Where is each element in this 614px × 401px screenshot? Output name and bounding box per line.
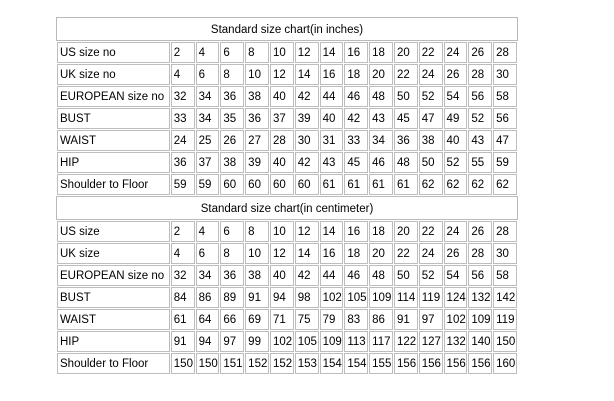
table-cell: 38 [245, 86, 269, 107]
table-cell: 38 [419, 130, 443, 151]
row-label: HIP [57, 331, 170, 352]
table-cell: 22 [394, 243, 418, 264]
table-cell: 32 [171, 86, 195, 107]
table-cell: 50 [394, 86, 418, 107]
table-cell: 34 [196, 86, 220, 107]
table-cell: 102 [270, 331, 294, 352]
table-cell: 26 [468, 221, 492, 242]
table-cell: 30 [493, 243, 517, 264]
table-row [57, 42, 517, 63]
table-cell: 91 [245, 287, 269, 308]
table-cell: 46 [344, 86, 368, 107]
table-cell: 38 [245, 265, 269, 286]
table-cell: 12 [295, 42, 319, 63]
table-cell: 37 [196, 152, 220, 173]
table-cell: 153 [295, 353, 319, 374]
table-cell: 28 [468, 64, 492, 85]
table-cell: 48 [394, 152, 418, 173]
table-cell: 4 [196, 42, 220, 63]
table-cell: 52 [419, 86, 443, 107]
table-cell: 44 [320, 265, 344, 286]
row-label: HIP [57, 152, 170, 173]
table-cell: 61 [344, 174, 368, 195]
table-cell: 117 [369, 331, 393, 352]
table-cell: 154 [344, 353, 368, 374]
table-cell: 34 [196, 108, 220, 129]
table-cell: 42 [295, 86, 319, 107]
table-cell: 151 [220, 353, 244, 374]
table-cell: 14 [320, 42, 344, 63]
table-row [57, 64, 517, 85]
table-cell: 79 [320, 309, 344, 330]
table-cell: 42 [295, 152, 319, 173]
table-cell: 33 [171, 108, 195, 129]
table-cell: 91 [171, 331, 195, 352]
table-cell: 42 [295, 265, 319, 286]
table-cell: 156 [444, 353, 468, 374]
inches-size-table [56, 41, 518, 196]
table-row [57, 86, 517, 107]
table-cell: 46 [369, 152, 393, 173]
table-cell: 97 [220, 331, 244, 352]
table-cell: 8 [220, 243, 244, 264]
table-cell: 55 [468, 152, 492, 173]
table-cell: 109 [468, 309, 492, 330]
table-cell: 28 [493, 221, 517, 242]
table-cell: 89 [220, 287, 244, 308]
table-cell: 47 [419, 108, 443, 129]
table-cell: 43 [468, 130, 492, 151]
table-cell: 4 [171, 64, 195, 85]
table-cell: 14 [320, 221, 344, 242]
table-cell: 28 [493, 42, 517, 63]
table-cell: 8 [220, 64, 244, 85]
row-label: BUST [57, 287, 170, 308]
size-chart [56, 17, 518, 391]
table-cell: 69 [245, 309, 269, 330]
table-cell: 12 [295, 221, 319, 242]
table-cell: 119 [419, 287, 443, 308]
table-cell: 22 [394, 64, 418, 85]
table-cell: 156 [419, 353, 443, 374]
table-cell: 48 [369, 265, 393, 286]
table-cell: 40 [270, 265, 294, 286]
table-cell: 22 [419, 221, 443, 242]
table-cell: 40 [270, 152, 294, 173]
table-cell: 62 [468, 174, 492, 195]
table-cell: 28 [270, 130, 294, 151]
table-cell: 4 [196, 221, 220, 242]
table-cell: 150 [493, 331, 517, 352]
table-cell: 61 [394, 174, 418, 195]
table-cell: 42 [344, 108, 368, 129]
table-cell: 32 [171, 265, 195, 286]
table-cell: 24 [419, 243, 443, 264]
centimeter-size-table [56, 220, 518, 375]
table-cell: 46 [344, 265, 368, 286]
table-cell: 150 [196, 353, 220, 374]
table-cell: 24 [171, 130, 195, 151]
table-cell: 44 [320, 86, 344, 107]
table-cell: 91 [394, 309, 418, 330]
row-label: UK size no [57, 64, 170, 85]
table-cell: 28 [468, 243, 492, 264]
table-row [57, 243, 517, 264]
table-cell: 10 [245, 243, 269, 264]
table-row [57, 309, 517, 330]
table-row [57, 353, 517, 374]
table-cell: 18 [344, 64, 368, 85]
table-cell: 155 [369, 353, 393, 374]
table-cell: 83 [344, 309, 368, 330]
table-cell: 52 [444, 152, 468, 173]
table-cell: 26 [444, 243, 468, 264]
table-cell: 62 [493, 174, 517, 195]
row-label: BUST [57, 108, 170, 129]
table-row [57, 108, 517, 129]
table-cell: 58 [493, 265, 517, 286]
table-cell: 97 [419, 309, 443, 330]
table-cell: 16 [320, 64, 344, 85]
table-cell: 56 [468, 265, 492, 286]
table-cell: 30 [493, 64, 517, 85]
table-cell: 52 [419, 265, 443, 286]
table-cell: 102 [320, 287, 344, 308]
table-cell: 160 [493, 353, 517, 374]
table-cell: 109 [369, 287, 393, 308]
table-cell: 36 [220, 86, 244, 107]
table-cell: 24 [444, 42, 468, 63]
table-cell: 16 [344, 221, 368, 242]
table-cell: 61 [171, 309, 195, 330]
table-cell: 59 [171, 174, 195, 195]
table-cell: 20 [394, 221, 418, 242]
table-cell: 39 [295, 108, 319, 129]
table-row [57, 174, 517, 195]
table-cell: 86 [196, 287, 220, 308]
table-cell: 156 [394, 353, 418, 374]
table-row [57, 152, 517, 173]
table-cell: 64 [196, 309, 220, 330]
table-row [57, 331, 517, 352]
table-cell: 156 [468, 353, 492, 374]
table-cell: 6 [196, 64, 220, 85]
table-cell: 18 [344, 243, 368, 264]
table-row [57, 265, 517, 286]
table-cell: 60 [220, 174, 244, 195]
table-cell: 8 [245, 42, 269, 63]
table-cell: 10 [270, 221, 294, 242]
row-label: US size [57, 221, 170, 242]
table-cell: 37 [270, 108, 294, 129]
table-cell: 36 [394, 130, 418, 151]
table-cell: 24 [444, 221, 468, 242]
table-cell: 36 [245, 108, 269, 129]
table-cell: 26 [468, 42, 492, 63]
table-cell: 16 [320, 243, 344, 264]
table-cell: 59 [196, 174, 220, 195]
row-label: US size no [57, 42, 170, 63]
table-cell: 8 [245, 221, 269, 242]
table-cell: 35 [220, 108, 244, 129]
table-cell: 127 [419, 331, 443, 352]
table-cell: 34 [196, 265, 220, 286]
table-cell: 40 [444, 130, 468, 151]
table-cell: 36 [220, 265, 244, 286]
table-cell: 60 [245, 174, 269, 195]
table-cell: 150 [171, 353, 195, 374]
table-cell: 60 [295, 174, 319, 195]
table-cell: 56 [468, 86, 492, 107]
table-cell: 50 [419, 152, 443, 173]
inches-chart-title: Standard size chart(in inches) [56, 17, 518, 41]
table-cell: 25 [196, 130, 220, 151]
table-cell: 12 [270, 64, 294, 85]
table-cell: 24 [419, 64, 443, 85]
table-cell: 6 [196, 243, 220, 264]
table-cell: 43 [320, 152, 344, 173]
table-cell: 18 [369, 42, 393, 63]
table-cell: 94 [196, 331, 220, 352]
table-cell: 27 [245, 130, 269, 151]
table-cell: 56 [493, 108, 517, 129]
row-label: WAIST [57, 309, 170, 330]
table-cell: 50 [394, 265, 418, 286]
table-cell: 98 [295, 287, 319, 308]
table-cell: 40 [270, 86, 294, 107]
table-cell: 20 [369, 243, 393, 264]
table-cell: 54 [444, 265, 468, 286]
table-cell: 54 [444, 86, 468, 107]
table-cell: 31 [320, 130, 344, 151]
table-cell: 20 [369, 64, 393, 85]
table-cell: 43 [369, 108, 393, 129]
table-cell: 94 [270, 287, 294, 308]
table-cell: 122 [394, 331, 418, 352]
table-cell: 142 [493, 287, 517, 308]
centimeter-chart-title: Standard size chart(in centimeter) [56, 196, 518, 220]
table-cell: 66 [220, 309, 244, 330]
table-cell: 52 [468, 108, 492, 129]
table-cell: 40 [320, 108, 344, 129]
table-cell: 75 [295, 309, 319, 330]
row-label: WAIST [57, 130, 170, 151]
table-cell: 71 [270, 309, 294, 330]
table-cell: 2 [171, 221, 195, 242]
table-cell: 18 [369, 221, 393, 242]
table-cell: 49 [444, 108, 468, 129]
table-cell: 152 [245, 353, 269, 374]
table-cell: 154 [320, 353, 344, 374]
table-cell: 30 [295, 130, 319, 151]
table-cell: 119 [493, 309, 517, 330]
table-cell: 16 [344, 42, 368, 63]
table-cell: 105 [295, 331, 319, 352]
table-cell: 14 [295, 64, 319, 85]
table-cell: 132 [444, 331, 468, 352]
table-cell: 59 [493, 152, 517, 173]
table-cell: 4 [171, 243, 195, 264]
table-cell: 26 [220, 130, 244, 151]
table-row [57, 287, 517, 308]
row-label: EUROPEAN size no [57, 86, 170, 107]
table-cell: 58 [493, 86, 517, 107]
table-cell: 140 [468, 331, 492, 352]
table-row [57, 221, 517, 242]
table-cell: 99 [245, 331, 269, 352]
table-cell: 34 [369, 130, 393, 151]
table-cell: 61 [369, 174, 393, 195]
row-label: EUROPEAN size no [57, 265, 170, 286]
table-cell: 102 [444, 309, 468, 330]
table-cell: 38 [220, 152, 244, 173]
row-label: Shoulder to Floor [57, 353, 170, 374]
table-cell: 62 [419, 174, 443, 195]
table-cell: 6 [220, 221, 244, 242]
table-cell: 45 [394, 108, 418, 129]
table-cell: 6 [220, 42, 244, 63]
table-cell: 48 [369, 86, 393, 107]
table-cell: 61 [320, 174, 344, 195]
table-cell: 86 [369, 309, 393, 330]
table-cell: 39 [245, 152, 269, 173]
table-cell: 152 [270, 353, 294, 374]
table-cell: 114 [394, 287, 418, 308]
table-row [57, 130, 517, 151]
table-cell: 22 [419, 42, 443, 63]
table-cell: 20 [394, 42, 418, 63]
table-cell: 105 [344, 287, 368, 308]
table-cell: 62 [444, 174, 468, 195]
table-cell: 12 [270, 243, 294, 264]
table-cell: 47 [493, 130, 517, 151]
table-cell: 10 [270, 42, 294, 63]
table-cell: 132 [468, 287, 492, 308]
table-cell: 109 [320, 331, 344, 352]
table-cell: 36 [171, 152, 195, 173]
table-cell: 14 [295, 243, 319, 264]
table-cell: 2 [171, 42, 195, 63]
table-cell: 124 [444, 287, 468, 308]
row-label: Shoulder to Floor [57, 174, 170, 195]
table-cell: 10 [245, 64, 269, 85]
table-cell: 60 [270, 174, 294, 195]
table-cell: 45 [344, 152, 368, 173]
table-cell: 113 [344, 331, 368, 352]
table-cell: 33 [344, 130, 368, 151]
table-cell: 84 [171, 287, 195, 308]
table-cell: 26 [444, 64, 468, 85]
row-label: UK size [57, 243, 170, 264]
